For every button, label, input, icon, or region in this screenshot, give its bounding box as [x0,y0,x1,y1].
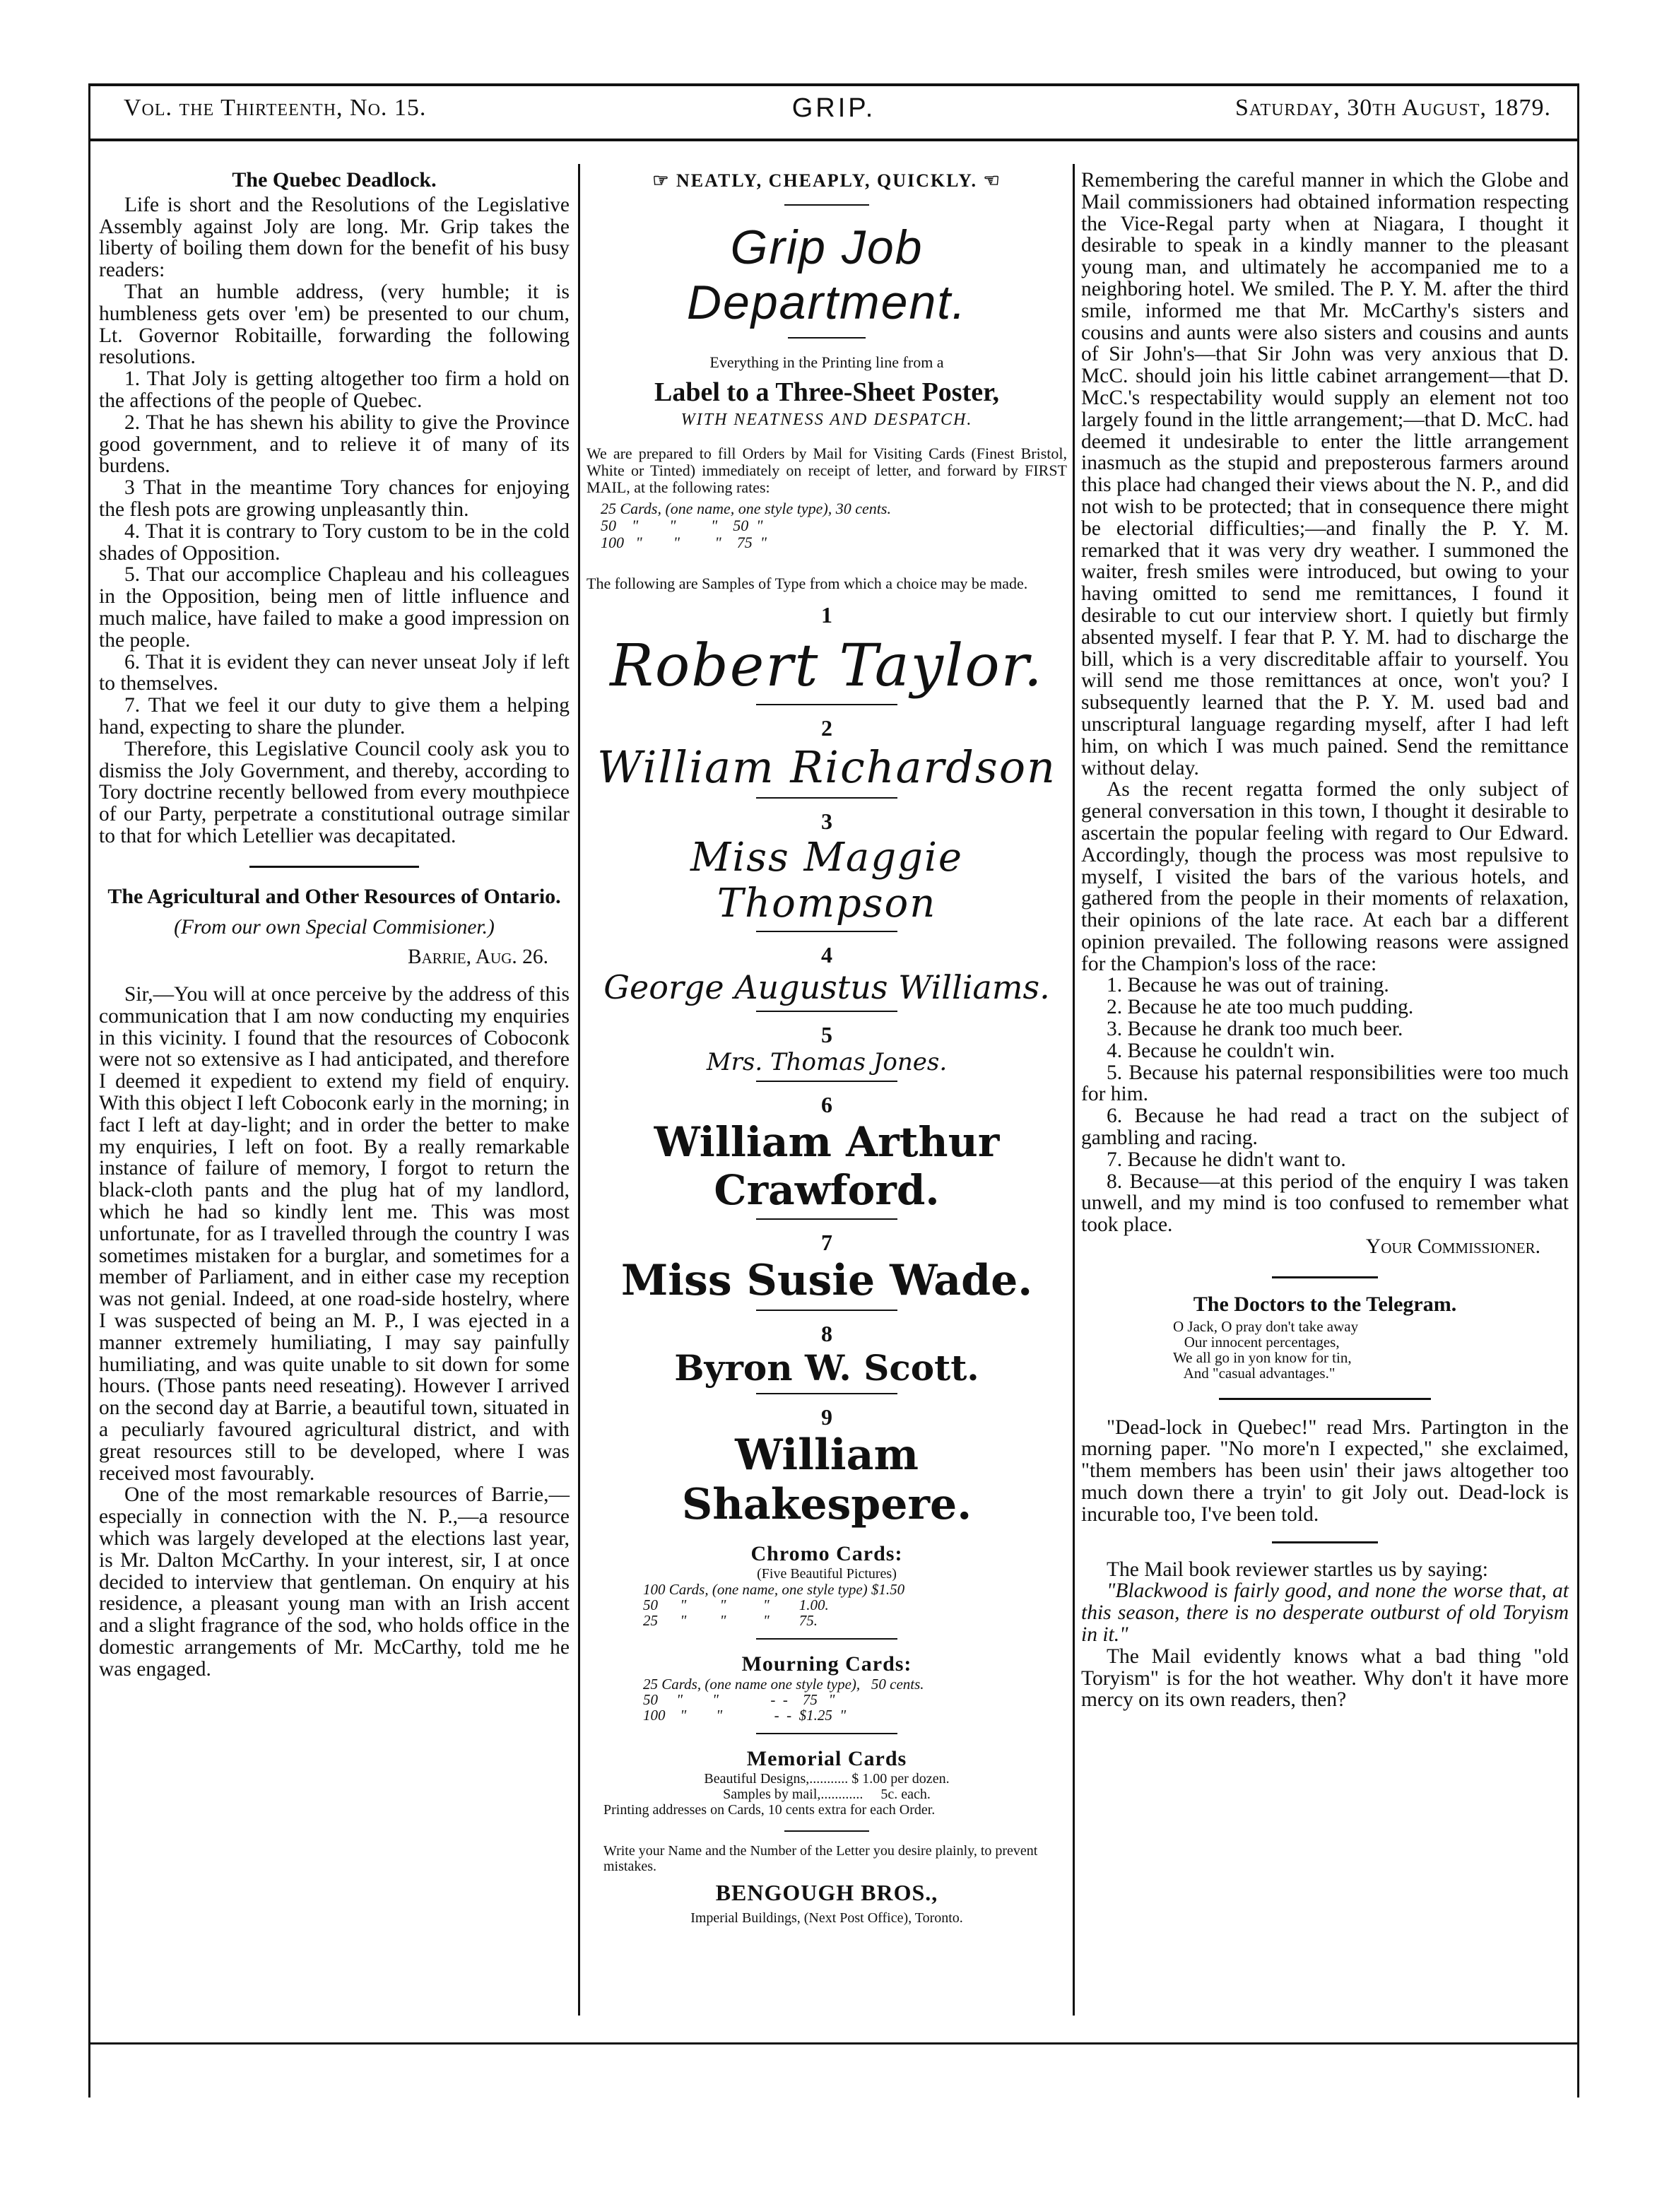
reason-item: 2. Because he ate too much pudding. [1107,996,1414,1019]
divider [756,1733,897,1734]
agricultural-subheading: (From our own Special Commisioner.) [174,915,495,939]
memorial-line: Beautiful Designs,........... $ 1.00 per dozen. [704,1771,950,1787]
header-top-rule [88,83,1579,86]
column-rule-right [1073,164,1075,2016]
mourning-rate: 100 " " - - $1.25 " [643,1707,847,1724]
mourning-rate: 50 " " - - 75 " [643,1691,835,1708]
printing-note: Printing addresses on Cards, 10 cents extra for each Order. [603,1802,936,1818]
masthead [88,93,1579,130]
sample-number: 3 [821,808,832,834]
chromo-subheading: (Five Beautiful Pictures) [757,1566,897,1582]
sample-number: 1 [821,602,832,628]
mail-quote: "Blackwood is fairly good, and none the worse that, at this season, there is no desperate outburst of old Toryism in it." [1081,1579,1569,1647]
quebec-deadlock-heading: The Quebec Deadlock. [232,168,437,192]
chromo-rate: 100 Cards, (one name, one style type) $1.50 [643,1581,905,1598]
divider [756,1393,897,1394]
mail-para: The Mail book reviewer startles us by saying: [1107,1558,1488,1581]
volume-number: Vol. the Thirteenth, No. 15. [124,95,427,121]
sample-number: 8 [821,1321,832,1346]
resolution-item: 6. That it is evident they can never unseat Joly if left to themselves. [99,650,570,695]
firm-name: BENGOUGH BROS., [715,1880,938,1905]
divider [784,204,869,206]
type-sample-3: Miss Maggie Thompson [690,835,963,926]
page-right-rule [1577,83,1579,2098]
header-bottom-rule [88,139,1579,141]
signature: Your Commissioner. [1365,1235,1540,1259]
mourning-cards-heading: Mourning Cards: [741,1652,912,1676]
sample-number: 9 [821,1404,832,1430]
poem-line: And "casual advantages." [1173,1364,1336,1382]
memorial-cards-heading: Memorial Cards [746,1747,907,1770]
poster-line: Label to a Three-Sheet Poster, [654,377,999,407]
dateline: Barrie, Aug. 26. [407,946,548,969]
type-sample-7: Miss Susie Wade. [620,1256,1033,1305]
paper-title: GRIP. [791,93,876,123]
sample-number: 5 [821,1022,832,1047]
section-divider [1219,1398,1431,1400]
poem-line: O Jack, O pray don't take away [1173,1317,1359,1335]
quebec-para: That an humble address, (very humble; it is humbleness gets over 'em) be presented to our chum, Lt. Governor Robitaille, forwarding the following resolutions. [99,280,570,369]
quebec-para: Life is short and the Resolutions of the Legislative Assembly against Joly are long. Mr. Grip takes the liberty of boiling them down for the benefit of his busy readers: [99,193,570,282]
sample-number: 4 [821,942,832,967]
resolution-item: 3 That in the meantime Tory chances for enjoying the flesh pots are growing unpleasantly thin. [99,476,570,521]
write-note: Write your Name and the Number of the Letter you desire plainly, to prevent mistakes. [603,1843,1038,1874]
divider [788,337,866,339]
divider [756,1638,897,1640]
rate-line: 50 " " " 50 " [601,517,763,534]
type-sample-2: William Richardson [597,741,1056,793]
poem-line: Our innocent percentages, [1173,1333,1340,1351]
section-divider [1272,1276,1378,1278]
divider [756,1081,897,1082]
resolution-item: 4. That it is contrary to Tory custom to be in the cold shades of Opposition. [99,519,570,565]
divider [756,704,897,705]
type-sample-4: George Augustus Williams. [603,968,1050,1006]
agricultural-para: One of the most remarkable resources of Barrie,—especially in connection with the N. P.,—a resource which was largely developed at the elections last year, is Mr. Dalton McCarthy. In your interest, sir, I at once decided to interview that gentleman. On enquiry at his residence, a pleasant young man with an Irish accent and a slight fragrance of the sod, who holds office in the domestic arrangements of Mr. McCarthy, told me he was engaged. [99,1483,570,1681]
agricultural-para: Sir,—You will at once perceive by the address of this communication that I am now conducting my enquiries in this vicinity. I found that the resources of Coboconk were not so extensive as I had anticipated, and therefore I deemed it expedient to extend my field of enquiry. With this object I left Coboconk early in the morning; in fact I left at day-light; and in order the better to make my enquiries, I left on foot. By a really remarkable instance of failure of memory, I forgot to return the black-cloth pants and the plug hat of my landlord, which he had so kindly lent me. This was most unfortunate, for as I travelled through the country I was sometimes mistaken for a burglar, and sometimes for a member of Parliament, and in either case my reception was not genial. Indeed, at one road-side hostelry, where I was suspected of being an M. P., I was ejected in a manner extremely humiliating, I may say painfully humiliating, and was quite unable to sit down for some hours. (Those pants need reseating). However I arrived on the second day at Barrie, a beautiful town, situated in a peculiarly favoured agricultural district, and with great resources still to be developed, where I was received most favourably. [99,983,570,1485]
commissioner-para: Remembering the careful manner in which the Globe and Mail commissioners had obtained information respecting the Vice-Regal party when at Niagara, I thought it desirable to speak in a kindly manner to the pleasant young man, and ultimately he accompanied me to a neighboring hotel. We smiled. The P. Y. M. after the third smile, informed me that Mr. McCarthy's sisters and cousins and aunts were also sisters and cousins and aunts of Sir John's—that Sir John was very anxious that D. McC. should join his little cabinet arrangement—that D. McC.'s respectability would supply an element not too largely found in the little arrangement;—that D. McC. had deemed it undesirable to enter the little arrangement inasmuch as the stupid and preposterous farmers around this place had changed their views about the N. P., and did not wish to be protected; that in consequence there might be electorial difficulties;—and finally the P. Y. M. remarked that it was very dry weather. I summoned the waiter, fresh smiles were introduced, but owing to your having omitted to send me remittances, I found it desirable to cut our interview short. I quietly but firmly absented myself. I fear that P. Y. M. had to discharge the bill, which is a very discreditable affair to yourself. You will send me those remittances at once, won't you? I subsequently learned that the P. Y. M. used bad and unscriptural language regarding myself, after I had left him, on which I was much pained. Send the remittance without delay. [1081,169,1569,780]
reason-item: 1. Because he was out of training. [1107,974,1389,997]
divider [756,797,897,799]
type-sample-1: Robert Taylor. [610,633,1044,700]
reason-item: 4. Because he couldn't win. [1107,1039,1336,1062]
partington-para: "Dead-lock in Quebec!" read Mrs. Partington in the morning paper. "No more'n I expected," she exclaimed, "them members has been usin' their jaws altogether too much down there a tryin' to git Joly out. Dead-lock is incurable too, I've been told. [1081,1416,1569,1526]
sample-number: 6 [821,1092,832,1117]
grip-job-department-title: Grip Job Department. [686,220,967,329]
everything-line: Everything in the Printing line from a [709,353,944,371]
mourning-rate: 25 Cards, (one name one style type), 50 cents. [643,1676,924,1693]
resolution-item: 5. That our accomplice Chapleau and his colleagues in the Opposition, being men of little influence and much malice, have failed to make a good impression on the people. [99,563,570,652]
chromo-cards-heading: Chromo Cards: [750,1542,903,1565]
reason-item: 8. Because—at this period of the enquiry I was taken unwell, and my mind is too confused to remember what took place. [1081,1170,1569,1237]
section-divider [1272,1541,1378,1543]
resolution-item: 1. That Joly is getting altogether too firm a hold on the affections of the people of Quebec. [99,367,570,412]
section-divider [249,866,419,868]
left-column [99,170,570,1681]
commissioner-para: As the recent regatta formed the only subject of general conversation in this town, I thought it desirable to ascertain the popular feeling with regard to Our Edward. Accordingly, though the process was most repulsive to myself, I visited the bars of the various hotels, and gathered from the people in their moments of relaxation, their opinions of the late race. At each bar a different opinion prevailed. The following reasons were assigned for the Champion's loss of the race: [1081,778,1569,975]
divider [784,1830,869,1832]
poem-line: We all go in yon know for tin, [1173,1348,1352,1366]
memorial-line: Samples by mail,............ 5c. each. [723,1787,931,1802]
orders-paragraph: We are prepared to fill Orders by Mail for Visiting Cards (Finest Bristol, White or Tinted) immediately on receipt of letter, and forward by FIRST MAIL, at the following rates: [587,445,1067,496]
chromo-rate: 25 " " " 75. [643,1612,818,1629]
doctors-heading: The Doctors to the Telegram. [1193,1292,1457,1316]
divider [756,1011,897,1012]
issue-date: Saturday, 30th August, 1879. [1234,95,1551,121]
chromo-rate: 50 " " " 1.00. [643,1596,829,1613]
neatness-line: WITH NEATNESS AND DESPATCH. [680,411,973,429]
page-bottom-rule [88,2042,1579,2045]
resolution-item: 2. That he has shewn his ability to give the Province good government, and to relieve it of many of its burdens. [99,411,570,478]
sample-number: 7 [821,1230,832,1255]
rate-line: 100 " " " 75 " [601,534,767,551]
agricultural-heading: The Agricultural and Other Resources of Ontario. [107,884,561,908]
type-sample-8: Byron W. Scott. [674,1347,979,1389]
ad-tagline: ☞ NEATLY, CHEAPLY, QUICKLY. ☜ [652,170,1001,191]
type-sample-9: William Shakespere. [681,1430,972,1529]
divider [756,1310,897,1311]
reason-item: 5. Because his paternal responsibilities were too much for him. [1081,1061,1569,1106]
mail-para: The Mail evidently knows what a bad thing "old Toryism" is for the hot weather. Why don't it have more mercy on its own readers, then? [1081,1645,1569,1712]
type-sample-6: William Arthur Crawford. [654,1118,1000,1214]
rate-line: 25 Cards, (one name, one style type), 30 cents. [601,500,891,517]
type-sample-5: Mrs. Thomas Jones. [706,1048,948,1076]
firm-address: Imperial Buildings, (Next Post Office), Toronto. [690,1910,963,1926]
card-prices [587,1542,1067,1926]
samples-intro: The following are Samples of Type from which a choice may be made. [587,575,1028,592]
quebec-conclusion: Therefore, this Legislative Council cooly ask you to dismiss the Joly Government, and thereby, according to Tory doctrine recently bellowed from every mouthpiece of our Party, perpetrate a constitutional outrage similar to that for which Letellier was decapitated. [99,737,570,847]
divider [756,931,897,932]
reason-item: 3. Because he drank too much beer. [1107,1018,1403,1041]
advertisement-column [587,166,1067,1926]
column-rule-left [578,164,580,2016]
divider [756,1218,897,1220]
resolution-item: 7. That we feel it our duty to give them a helping hand, expecting to share the plunder. [99,694,570,739]
reason-item: 6. Because he had read a tract on the subject of gambling and racing. [1081,1105,1569,1150]
sample-number: 2 [821,715,832,741]
right-column [1081,170,1569,1711]
page-left-rule [88,83,90,2098]
reason-item: 7. Because he didn't want to. [1107,1148,1346,1171]
